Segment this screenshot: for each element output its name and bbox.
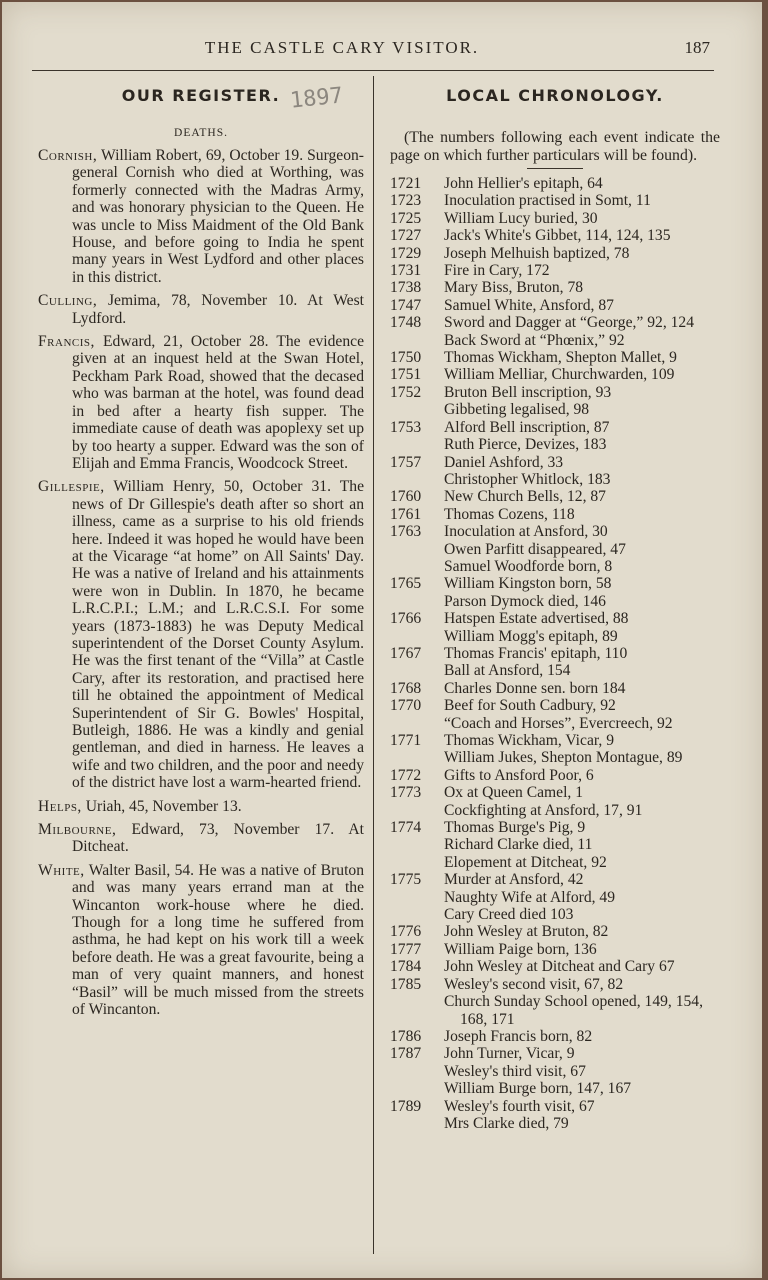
chronology-event: Cary Creed died 103 (444, 906, 574, 924)
register-column (38, 82, 364, 1025)
chronology-year: 1747 (390, 296, 422, 314)
chronology-row (390, 175, 720, 192)
entry-surname: Francis, (38, 333, 95, 351)
death-entry (38, 292, 364, 327)
chronology-event: Thomas Francis' epitaph, 110 (444, 644, 628, 662)
chronology-year: 1789 (390, 1097, 422, 1115)
chronology-events (444, 871, 720, 923)
chronology-event: Wesley's second visit, 67, 82 (444, 975, 624, 993)
deaths-subheading: DEATHS. (174, 127, 228, 139)
chronology-row (390, 1028, 720, 1045)
chronology-year: 1727 (390, 227, 422, 245)
chronology-year: 1729 (390, 244, 422, 262)
chronology-row (390, 384, 720, 419)
chronology-row (390, 523, 720, 575)
chronology-row (390, 680, 720, 697)
chronology-event: Daniel Ashford, 33 (444, 453, 564, 471)
chronology-event: Naughty Wife at Alford, 49 (444, 888, 616, 906)
chronology-row (390, 192, 720, 209)
chronology-event: Bruton Bell inscription, 93 (444, 383, 612, 401)
intro-rule (527, 168, 583, 169)
chronology-event: Mrs Clarke died, 79 (444, 1114, 569, 1132)
chronology-events (444, 227, 720, 244)
chronology-events (444, 366, 720, 383)
chronology-event: Ruth Pierce, Devizes, 183 (444, 436, 607, 454)
chronology-event: Elopement at Ditcheat, 92 (444, 853, 607, 871)
chronology-events (444, 523, 720, 575)
chronology-events (444, 923, 720, 940)
chronology-event: Murder at Ansford, 42 (444, 871, 584, 889)
chronology-event: Beef for South Cadbury, 92 (444, 697, 616, 715)
chronology-year: 1786 (390, 1027, 422, 1045)
chronology-event: Ball at Ansford, 154 (444, 662, 571, 680)
chronology-event: Cockfighting at Ansford, 17, 91 (444, 801, 643, 819)
chronology-row (390, 262, 720, 279)
chronology-row (390, 1045, 720, 1097)
chronology-year: 1785 (390, 975, 422, 993)
chronology-event: William Burge born, 147, 167 (444, 1080, 632, 1098)
death-entries (38, 147, 364, 1019)
chronology-year: 1771 (390, 732, 422, 749)
entry-surname: White, (38, 861, 85, 879)
chronology-event: Gifts to Ansford Poor, 6 (444, 766, 594, 784)
chronology-year: 1738 (390, 279, 422, 297)
book-page (2, 2, 762, 1278)
death-entry (38, 862, 364, 1019)
chronology-event: Owen Parfitt disappeared, 47 (444, 540, 626, 558)
chronology-event: Richard Clarke died, 11 (444, 836, 593, 854)
chronology-event: William Kingston born, 58 (444, 575, 612, 593)
chronology-events (444, 262, 720, 279)
chronology-year: 1775 (390, 871, 422, 889)
chronology-event: Thomas Burge's Pig, 9 (444, 819, 586, 837)
header-rule (32, 70, 714, 71)
chronology-year: 1768 (390, 679, 422, 697)
chronology-event: Wesley's fourth visit, 67 (444, 1097, 595, 1115)
chronology-row (390, 488, 720, 505)
chronology-events (444, 610, 720, 645)
chronology-row (390, 976, 720, 1028)
chronology-year: 1784 (390, 958, 422, 976)
chronology-year: 1760 (390, 488, 422, 506)
entry-surname: Helps, (38, 797, 82, 815)
chronology-events (444, 1028, 720, 1045)
chronology-row (390, 697, 720, 732)
chronology-events (444, 419, 720, 454)
chronology-events (444, 575, 720, 610)
chronology-year: 1761 (390, 505, 422, 523)
chronology-row (390, 610, 720, 645)
chronology-events (444, 941, 720, 958)
chronology-row (390, 784, 720, 819)
chronology-year: 1763 (390, 523, 422, 541)
chronology-event: William Mogg's epitaph, 89 (444, 627, 618, 645)
chronology-year: 1725 (390, 209, 422, 227)
chronology-row (390, 419, 720, 454)
chronology-event: Fire in Cary, 172 (444, 262, 550, 280)
chronology-events (444, 976, 720, 1028)
chronology-row (390, 1098, 720, 1133)
entry-text: William Henry, 50, October 31. The news of Dr Gillespie's death after so short an illness, came as a surprise to his old friends here. Indeed it was hoped he would have been at the Vicarage “at home” on All Saints' Day. He was a native of Ireland and his attainments were won in Dublin. In 1870, he became L.R.C.P.I.; L.M.; and L.R.C.S.I. For some years (1873-1883) he was Deputy Medical superintendent of the Dorset County Asylum. He was the first tenant of the “Villa” at Castle Cary, after its restoration, and practised here till he obtained the appointment of Medical Superintendent of Sir G. Bowles' Hospital, Butleigh, 1886. He was a kindly and genial gentleman, and died in harness. He leaves a wife and two children, and the poor and needy of the district have lost a warm-hearted friend. (72, 478, 364, 792)
death-entry (38, 147, 364, 286)
chronology-event: William Jukes, Shepton Montague, 89 (444, 749, 683, 767)
chronology-year: 1767 (390, 644, 422, 662)
chronology-events (444, 697, 720, 732)
chronology-year: 1757 (390, 453, 422, 471)
chronology-event: Sword and Dagger at “George,” 92, 124 (444, 314, 695, 332)
chronology-events (444, 279, 720, 296)
chronology-row (390, 819, 720, 871)
chronology-year: 1750 (390, 349, 422, 367)
entry-surname: Culling, (38, 292, 98, 310)
chronology-events (444, 210, 720, 227)
chronology-row (390, 314, 720, 349)
chronology-events (444, 349, 720, 366)
chronology-event: William Paige born, 136 (444, 940, 597, 958)
chronology-events (444, 767, 720, 784)
chronology-event: John Wesley at Ditcheat and Cary 67 (444, 958, 675, 976)
chronology-row (390, 941, 720, 958)
chronology-row (390, 245, 720, 262)
chronology-event: “Coach and Horses”, Evercreech, 92 (444, 714, 673, 732)
chronology-events (444, 175, 720, 192)
death-entry (38, 478, 364, 791)
chronology-events (444, 245, 720, 262)
chronology-event: Parson Dymock died, 146 (444, 592, 606, 610)
chronology-event: Alford Bell inscription, 87 (444, 418, 610, 436)
chronology-row (390, 279, 720, 296)
journal-title: THE CASTLE CARY VISITOR. (204, 38, 480, 57)
column-divider (373, 76, 374, 1254)
chronology-events (444, 732, 720, 767)
chronology-events (444, 819, 720, 871)
entry-text: William Robert, 69, October 19. Surgeon-general Cornish who died at Worthing, was formerly connected with the Madras Army, and was honorary physician to the Queen. He was uncle to Miss Maidment of the Old Bank House, and before going to India he spent many years in West Lydford and other places in this district. (72, 147, 364, 286)
chronology-events (444, 192, 720, 209)
chronology-events (444, 297, 720, 314)
chronology-column (390, 82, 720, 1132)
chronology-year: 1776 (390, 923, 422, 941)
chronology-event: John Hellier's epitaph, 64 (444, 175, 603, 192)
chronology-event: Gibbeting legalised, 98 (444, 401, 590, 419)
chronology-event: William Melliar, Churchwarden, 109 (444, 366, 675, 384)
chronology-events (444, 1098, 720, 1133)
chronology-row (390, 297, 720, 314)
chronology-events (444, 680, 720, 697)
register-heading: OUR REGISTER. (121, 86, 281, 105)
chronology-event: Thomas Wickham, Shepton Mallet, 9 (444, 349, 677, 367)
chronology-row (390, 349, 720, 366)
entry-text: Edward, 21, October 28. The evidence given at an inquest held at the Swan Hotel, Peckham Park Road, showed that the decased who was barman at the hotel, was found dead in bed after a hearty fish supper. The immediate cause of death was apoplexy set up by too hearty a supper. Edward was the son of Elijah and Emma Francis, Woodcock Street. (72, 333, 364, 472)
chronology-row (390, 575, 720, 610)
entry-surname: Milbourne, (38, 821, 117, 839)
chronology-row (390, 645, 720, 680)
chronology-year: 1752 (390, 383, 422, 401)
entry-text: Jemima, 78, November 10. At West Lydford. (72, 292, 364, 327)
chronology-event: Joseph Melhuish baptized, 78 (444, 244, 630, 262)
chronology-year: 1773 (390, 784, 422, 802)
chronology-event: Inoculation at Ansford, 30 (444, 523, 608, 541)
chronology-year: 1787 (390, 1045, 422, 1063)
chronology-row (390, 732, 720, 767)
death-entry (38, 821, 364, 856)
entry-text: Edward, 73, November 17. At Ditcheat. (72, 821, 364, 856)
chronology-row (390, 506, 720, 523)
chronology-row (390, 454, 720, 489)
chronology-heading: LOCAL CHRONOLOGY. (446, 86, 664, 105)
chronology-event: Samuel Woodforde born, 8 (444, 557, 613, 575)
chronology-event: Hatspen Estate advertised, 88 (444, 610, 629, 628)
chronology-year: 1748 (390, 314, 422, 332)
chronology-year: 1751 (390, 366, 422, 384)
chronology-event: Samuel White, Ansford, 87 (444, 296, 614, 314)
pencil-annotation: 1897 (288, 83, 345, 114)
chronology-year: 1766 (390, 610, 422, 628)
chronology-list (390, 175, 720, 1132)
chronology-event: Charles Donne sen. born 184 (444, 679, 626, 697)
chronology-row (390, 227, 720, 244)
chronology-event: Christopher Whitlock, 183 (444, 470, 611, 488)
chronology-event: John Wesley at Bruton, 82 (444, 923, 609, 941)
death-entry (38, 798, 364, 815)
chronology-event: Thomas Cozens, 118 (444, 505, 575, 523)
death-entry (38, 333, 364, 472)
running-head (2, 38, 742, 58)
page-number: 187 (684, 38, 710, 57)
chronology-events (444, 645, 720, 680)
chronology-events (444, 784, 720, 819)
chronology-row (390, 958, 720, 975)
entry-surname: Gillespie, (38, 478, 105, 496)
chronology-event: Inoculation practised in Somt, 11 (444, 192, 651, 210)
chronology-event: Jack's White's Gibbet, 114, 124, 135 (444, 227, 671, 245)
chronology-event: Wesley's third visit, 67 (444, 1062, 586, 1080)
chronology-events (444, 384, 720, 419)
chronology-row (390, 871, 720, 923)
chronology-event: Thomas Wickham, Vicar, 9 (444, 732, 615, 749)
chronology-event: William Lucy buried, 30 (444, 209, 598, 227)
chronology-row (390, 366, 720, 383)
entry-surname: Cornish, (38, 147, 98, 164)
chronology-intro: (The numbers following each event indicate the page on which further particulars will be found). (390, 129, 720, 164)
chronology-year: 1721 (390, 175, 422, 192)
chronology-event: Ox at Queen Camel, 1 (444, 784, 584, 802)
entry-text: Uriah, 45, November 13. (81, 797, 242, 815)
chronology-event: Church Sunday School opened, 149, 154, 168, 171 (444, 993, 704, 1028)
chronology-year: 1723 (390, 192, 422, 210)
chronology-events (444, 454, 720, 489)
chronology-year: 1772 (390, 766, 422, 784)
entry-text: Walter Basil, 54. He was a native of Bruton and was many years errand man at the Wincanton work-house where he died. Though for a long time he suffered from asthma, he had kept on his work till a week before death. He was a great favourite, being a man of very quaint manners, and honest “Basil” will be much missed from the streets of Wincanton. (72, 861, 364, 1019)
chronology-year: 1731 (390, 262, 422, 280)
chronology-year: 1770 (390, 697, 422, 715)
chronology-event: New Church Bells, 12, 87 (444, 488, 606, 506)
chronology-events (444, 488, 720, 505)
chronology-events (444, 958, 720, 975)
chronology-events (444, 506, 720, 523)
chronology-year: 1774 (390, 819, 422, 837)
chronology-event: Mary Biss, Bruton, 78 (444, 279, 584, 297)
chronology-event: Joseph Francis born, 82 (444, 1027, 593, 1045)
chronology-events (444, 1045, 720, 1097)
chronology-events (444, 314, 720, 349)
chronology-event: John Turner, Vicar, 9 (444, 1045, 575, 1063)
chronology-row (390, 767, 720, 784)
chronology-row (390, 923, 720, 940)
chronology-year: 1753 (390, 418, 422, 436)
chronology-event: Back Sword at “Phœnix,” 92 (444, 331, 625, 349)
chronology-row (390, 210, 720, 227)
chronology-year: 1765 (390, 575, 422, 593)
chronology-year: 1777 (390, 940, 422, 958)
